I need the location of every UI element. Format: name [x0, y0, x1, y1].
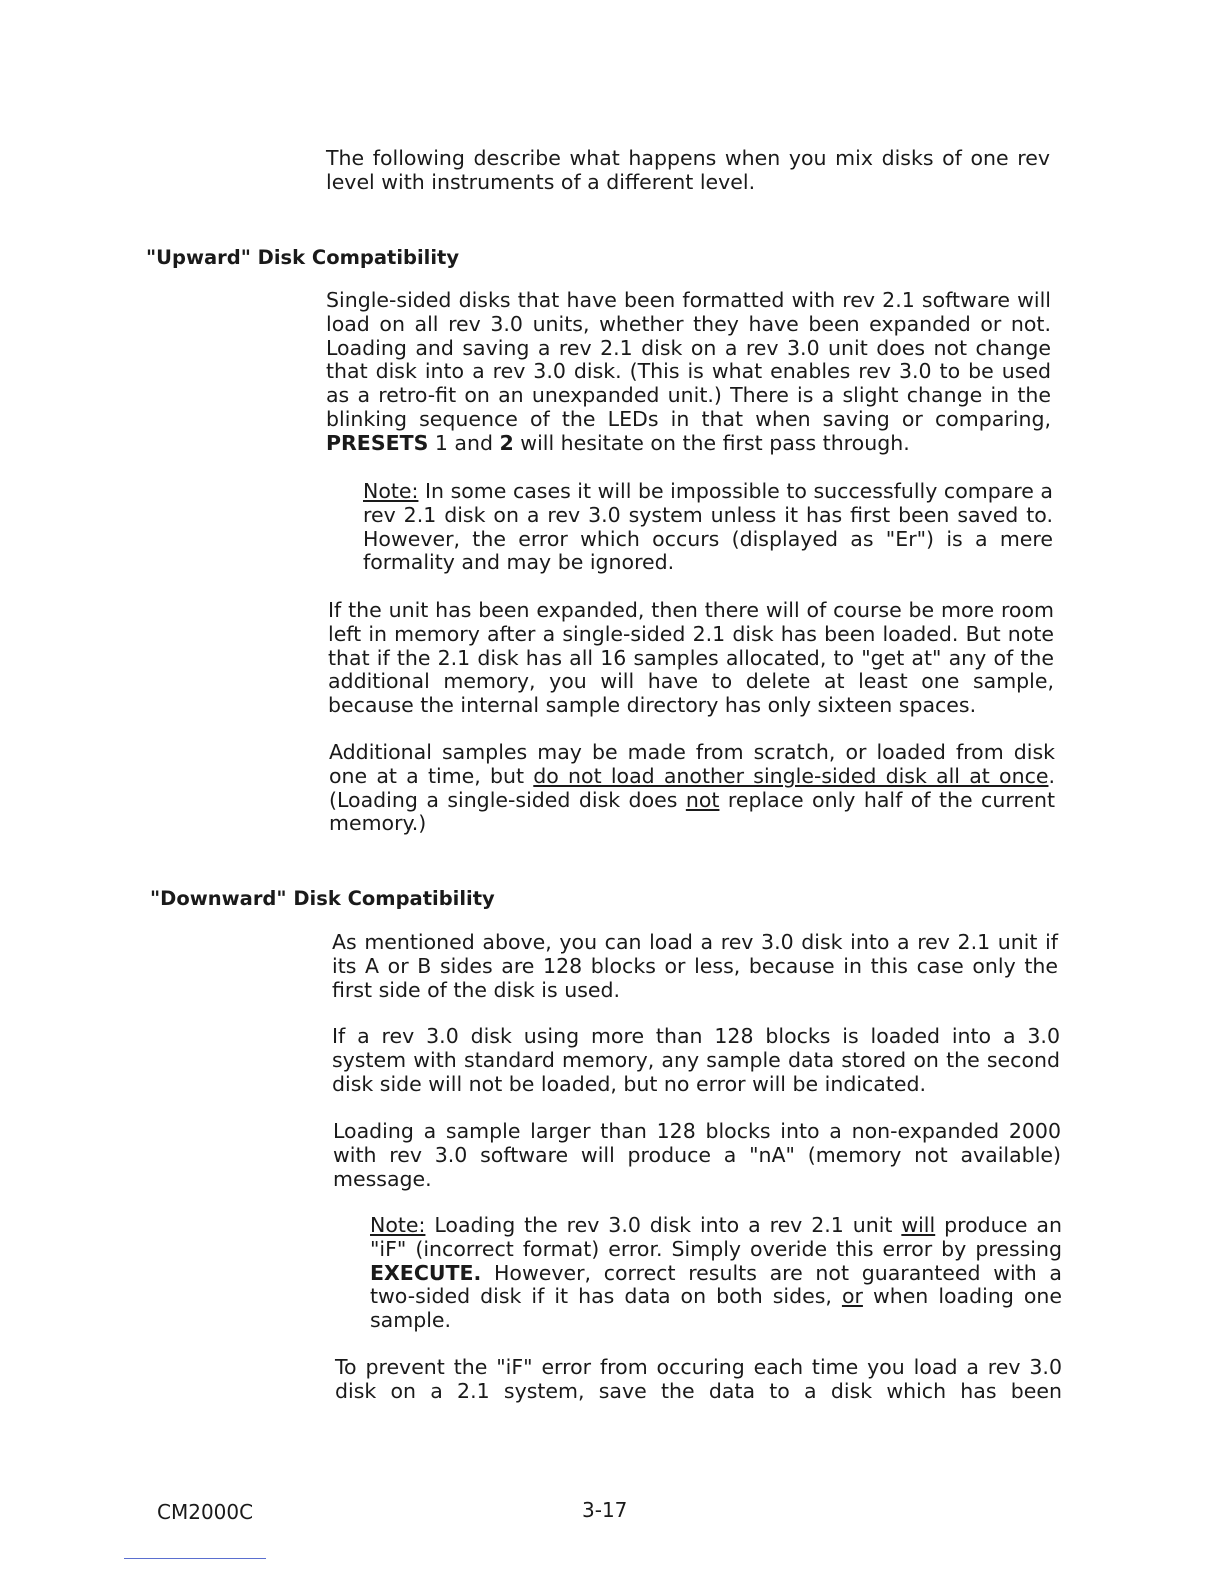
upward-p2-text: If the unit has been expanded, then there will of course be more room left in memory after a single-sided 2.1 disk has been loaded. But note that if the 2.1 disk has all 16 samples allocated, to "get at" any of the additional memory, you will have to delete at least one sample, because the internal sample directory has only sixteen spaces. — [328, 598, 1054, 718]
upward-p1-mid: 1 and — [428, 430, 500, 455]
upward-note-text: In some cases it will be impossible to successfully compare a rev 2.1 disk on a rev 3.0 system unless it has first been saved to. However, the error which occurs (displayed as "Er") is a mere formality and may be ignored. — [363, 479, 1053, 575]
upward-p1-post: will hesitate on the first pass through. — [513, 430, 910, 455]
preset-two-keyword: 2 — [499, 430, 514, 455]
upward-p3-post: replace only half of the current memory.) — [329, 787, 1056, 836]
downward-p1-text: As mentioned above, you can load a rev 3.0 disk into a rev 2.1 unit if its A or B sides are 128 blocks or less, because in this case only the first side of the disk is used. — [332, 930, 1058, 1002]
intro-paragraph — [326, 147, 1050, 195]
intro-text: The following describe what happens when you mix disks of one rev level with instruments of a different level. — [326, 146, 1050, 194]
downward-note-post: when loading one sample. — [370, 1284, 1062, 1333]
footer-rule — [124, 1558, 266, 1559]
downward-paragraph-4 — [335, 1356, 1062, 1404]
footer-doc-code: CM2000C — [157, 1500, 254, 1524]
presets-keyword: PRESETS — [326, 430, 429, 455]
downward-note-mid-2: However, correct results are not guaranteed with a two-sided disk if it has data on both sides, — [370, 1260, 1062, 1309]
upward-p3-underline-2: not — [685, 787, 720, 812]
footer-page-number: 3-17 — [582, 1498, 628, 1522]
downward-p2-text: If a rev 3.0 disk using more than 128 blocks is loaded into a 3.0 system with standard memory, any sample data stored on the second disk side will not be loaded, but no error will be indicated. — [332, 1024, 1060, 1096]
upward-p3-underline-1: do not load another single-sided disk all at once — [533, 763, 1049, 788]
downward-paragraph-1 — [332, 931, 1058, 1002]
downward-p4-text: To prevent the "iF" error from occuring each time you load a rev 3.0 disk on a 2.1 system, save the data to a disk which has been — [335, 1355, 1062, 1403]
downward-note-underline-2: or — [841, 1284, 863, 1309]
upward-paragraph-3 — [329, 741, 1055, 836]
upward-p3-mid: . (Loading a single-sided disk does — [329, 763, 1055, 812]
upward-p3-pre: Additional samples may be made from scratch, or loaded from disk one at a time, but — [329, 740, 1055, 788]
downward-p3-text: Loading a sample larger than 128 blocks into a non-expanded 2000 with rev 3.0 software will produce a "nA" (memory not available) message. — [333, 1119, 1061, 1191]
upward-heading: "Upward" Disk Compatibility — [146, 246, 460, 269]
downward-paragraph-3 — [333, 1120, 1061, 1191]
upward-p1-pre: Single-sided disks that have been formatted with rev 2.1 software will load on all rev 3.0 units, whether they have been expanded or not. Loading and saving a rev 2.1 disk on a rev 3.0 unit does not change that disk into a rev 3.0 disk. (This is what enables rev 3.0 to be used as a retro-fit on an unexpanded unit.) There is a slight change in the blinking sequence of the LEDs in that when saving or comparing, — [326, 288, 1051, 431]
downward-heading: "Downward" Disk Compatibility — [150, 887, 495, 910]
execute-keyword: EXECUTE. — [370, 1260, 482, 1285]
downward-note-mid-1: produce an "iF" (incorrect format) error. Simply overide this error by pressing — [370, 1213, 1062, 1261]
downward-note-label: Note: — [370, 1213, 426, 1237]
downward-note-underline-1: will — [901, 1213, 936, 1237]
upward-paragraph-2 — [328, 599, 1054, 718]
upward-note — [363, 480, 1053, 575]
downward-note-pre: Loading the rev 3.0 disk into a rev 2.1 unit — [425, 1213, 902, 1237]
upward-paragraph-1 — [326, 289, 1051, 456]
downward-note — [370, 1214, 1062, 1333]
downward-paragraph-2 — [332, 1025, 1060, 1096]
upward-note-label: Note: — [363, 479, 419, 503]
